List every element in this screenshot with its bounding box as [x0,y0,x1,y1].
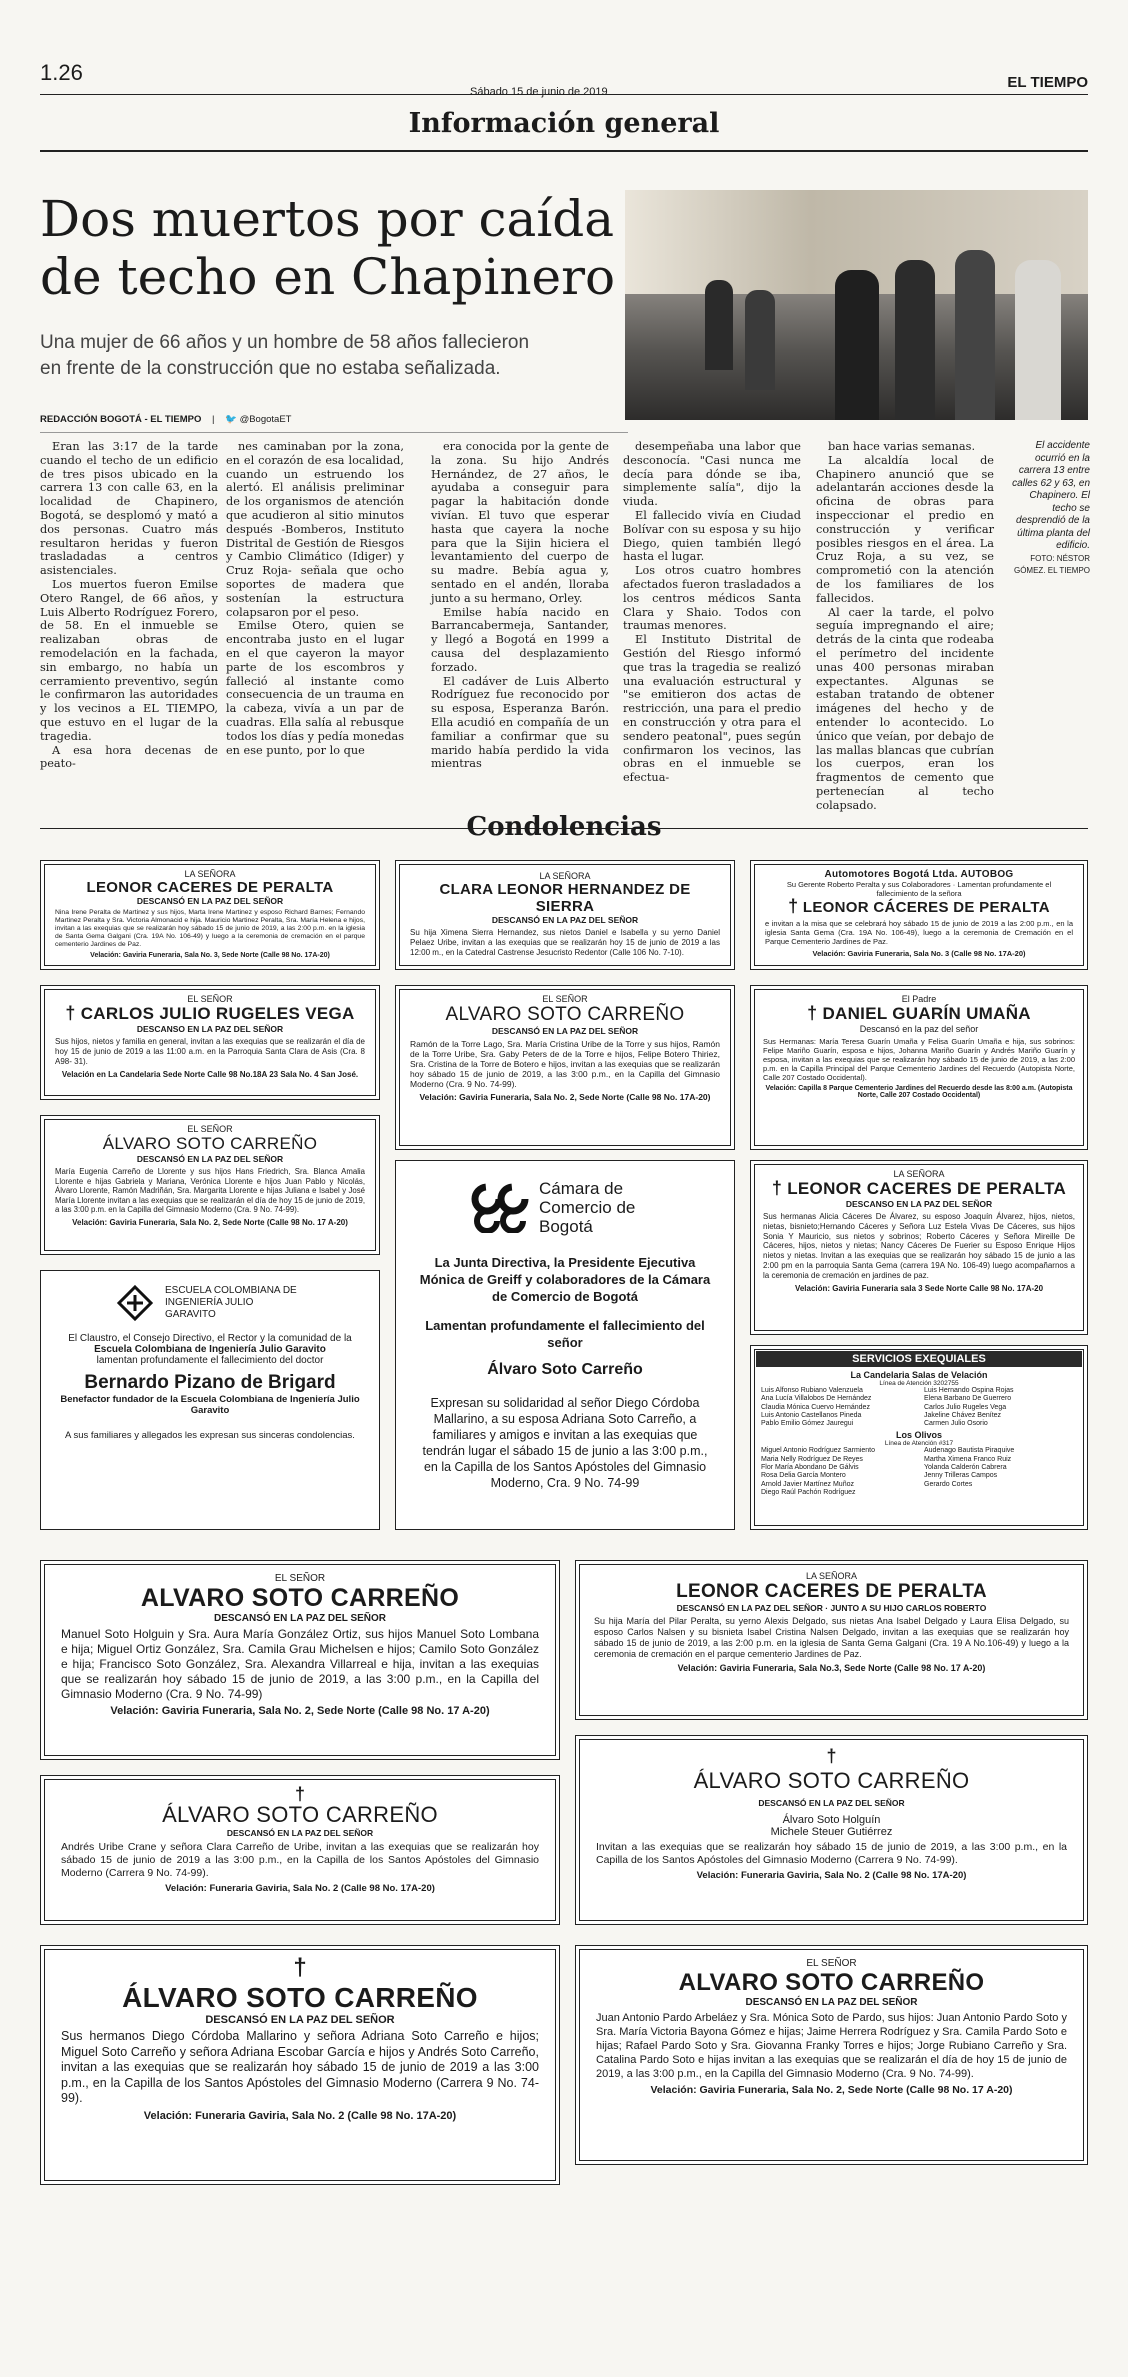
article-column-4: desempeñaba una labor que desconocía. "Casi nunca me decía para dónde se iba, simplemente salía", dijo la viuda. El fallecido vivía en Ciudad Bolívar con su esposa y su hijo Diego, quien también llegó hasta el lugar. Los otros cuatro hombres afectados fueron trasladados a los centros médicos Santa Clara y Shaio. Todos con traumas menores. El Instituto Distrital de Gestión del Riesgo informó que tras la tragedia se realizó una evaluación estructural y "se emitieron dos actas de restricción, una para el predio en construcción y otra para el sendero peatonal", pues según confirmaron los vecinos, las obras en el inmueble se efectua- [623,440,801,785]
obituary-ad: EL SEÑOR ÁLVARO SOTO CARREÑO DESCANSÓ EN LA PAZ DEL SEÑOR María Eugenia Carreño de Llorente y sus hijos Hans Friedrich, Sra. Blanca Amalia Llorente e hijas Gabriela y Mariana, Verónica Llorente e hijos Juan Pablo y Nicolás, Álvaro Llorente, Ramón Madriñán, Sra. Margarita Llorente e hijas Juliana e Isabel y José María Llorente invitan a las exequias que se realizarán el día de hoy 15 de junio de 2019, a las 3:00 p.m. en la Capilla del Gimnasio Moderno (Cra. 9 No. 74-99). Velación: Gaviria Funeraria, Sala No. 2, Sede Norte (Calle 98 No. 17 A-20) [40,1115,380,1255]
obituary-ad: EL SEÑOR ALVARO SOTO CARREÑO DESCANSÓ EN LA PAZ DEL SEÑOR Ramón de la Torre Lago, Sra. María Cristina Uribe de la Torre y sus hijos, Ramón de la Torre Uribe, Sra. Gaby Peters de de la Torre e hijos, Felipe Botero Thiriez, Sra. Cristina de la Torre de Botero e hijos, invitan a las exequias que se realizarán hoy sábado 15 de junio de 2019, a las 3:00 p.m., en la Capilla del Gimnasio Moderno (Cra. 9 No. 74-99). Velación: Gaviria Funeraria, Sala No. 2, Sede Norte (Calle 98 No. 17A-20) [395,985,735,1150]
obituary-ad: EL SEÑOR ALVARO SOTO CARREÑO DESCANSÓ EN LA PAZ DEL SEÑOR Manuel Soto Holguin y Sra. Aura María González Ortiz, sus hijos Manuel Soto Lombana e hija; Miguel Ortiz González, Sra. Camila Grau Michelsen e hijos; Camilo Soto González e hija; Francisco Soto González, Sra. Alexandra Villarreal e hija, invitan a las exequias que se realizarán hoy sábado 15 de junio de 2019, a las 3:00 p.m., en la Capilla del Gimnasio Moderno (Cra. 9 No. 74-99) Velación: Gaviria Funeraria, Sala No. 2, Sede Norte (Calle 98 No. 17 A-20) [40,1560,560,1760]
cross-icon: † [294,1784,305,1804]
byline: REDACCIÓN BOGOTÁ - EL TIEMPO | 🐦 @BogotaET [40,414,292,425]
cross-icon: † [807,1003,818,1023]
obituary-ad: LA SEÑORA LEONOR CACERES DE PERALTA DESCANSÓ EN LA PAZ DEL SEÑOR · JUNTO A SU HIJO CARLOS ROBERTO Su hija María del Pilar Peralta, su yerno Alexis Delgado, sus nietas Ana Isabel Delgado y Laura Elisa Delgado, su esposo Carlos Nalsen y su bisnieta Isabel Cristina Nalsen Delgado, invitan a las exequias que se realizarán hoy sábado 15 de junio de 2019, a las 2:00 p.m. en la iglesia de Santa Gema Galgani (Cra. 19 A No.106-49) y luego a la ceremonia de cremación en el parque cementerio Jardines de Paz. Velación: Gaviria Funeraria, Sala No.3, Sede Norte (Calle 98 No. 17 A-20) [575,1560,1088,1720]
obituary-ad: Automotores Bogotá Ltda. AUTOBOG Su Gerente Roberto Peralta y sus Colaboradores · Lamentan profundamente el fallecimiento de la señora † LEONOR CÁCERES DE PERALTA e invitan a la misa que se celebrará hoy sábado 15 de junio de 2019 a las 2:00 p.m., en la iglesia Santa Gema (Cra. 19A No. 106-49), luego a la ceremonia de Cremación en el Parque Cementerio Jardines de Paz. Velación: Gaviria Funeraria, Sala No. 3 (Calle 98 No. 17A-20) [750,860,1088,970]
headline: Dos muertos por caída de techo en Chapinero [40,190,616,306]
eci-logo: ESCUELA COLOMBIANA DE INGENIERÍA JULIO GARAVITO [57,1283,363,1323]
eci-logo-icon [115,1283,155,1323]
cross-icon: † [788,896,799,916]
obituary-ad: EL SEÑOR ALVARO SOTO CARREÑO DESCANSÓ EN LA PAZ DEL SEÑOR Juan Antonio Pardo Arbeláez y Sra. Mónica Soto de Pardo, sus hijos: Juan Antonio Pardo Soto y Sra. María Victoria Bayona Gómez e hijas; Jaime Herrera Rodríguez y Sra. Camila Pardo Soto e hijas; Rafael Pardo Soto y Sra. Giovanna Franky Torres e hijos; Jorge Rubiano Carreño y Sra. Catalina Pardo Soto e hijas invitan a las exequias que se realizarán el día de hoy 15 de junio de 2019, a las 3:00 p.m., en la Capilla del Gimnasio Moderno (Cra. 9 No. 74-99). Velación: Gaviria Funeraria, Sala No. 2, Sede Norte (Calle 98 No. 17 A-20) [575,1945,1088,2165]
photo-caption: El accidente ocurrió en la carrera 13 entre calles 62 y 63, en Chapinero. El techo se desprendió de la última planta del edificio. FOTO: NÉSTOR GÓMEZ. EL TIEMPO [1012,440,1090,575]
obituary-ad: † ÁLVARO SOTO CARREÑO DESCANSÓ EN LA PAZ DEL SEÑOR Andrés Uribe Crane y señora Clara Carreño de Uribe, invitan a las exequias que se realizarán hoy sábado 15 de junio de 2019 a las 3:00 p.m., en la Capilla de los Santos Apóstoles del Gimnasio Moderno (Carrera 9 No. 74-99). Velación: Funeraria Gaviria, Sala No. 2 (Calle 98 No. 17A-20) [40,1775,560,1925]
obituary-ad: LA SEÑORA LEONOR CACERES DE PERALTA DESCANSÓ EN LA PAZ DEL SEÑOR Nina Irene Peralta de Martinez y sus hijos, Marta Irene Martinez y esposo Richard Barnes; Fernando Martinez Peralta y Sra. Victoria Almonacid e hija. Mauricio Martinez Peralta, Sra. María Helena e hijos, invitan a las exequias que se realizarán hoy sábado 15 de junio de 2019, a las 2:00 p.m. en la iglesia de Santa Gema Galgani (Cra. 19A No. 106-49) y luego a la ceremonia de cremación en el parque cementerio Jardines de Paz. Velación: Gaviria Funeraria, Sala No. 3, Sede Norte (Calle 98 No. 17A-20) [40,860,380,970]
deck: Una mujer de 66 años y un hombre de 58 años fallecieron en frente de la construcción que no estaba señalizada. [40,332,530,379]
page-number: 1.26 [40,60,83,85]
obituary-ad: † ÁLVARO SOTO CARREÑO DESCANSÓ EN LA PAZ DEL SEÑOR Sus hermanos Diego Córdoba Mallarino y señora Adriana Soto Carreño e hijos; Miguel Soto Carreño y señora Adriana Escobar García e hijos y Andrés Soto Carreño, invitan a las exequias que se realizarán hoy sábado 15 de junio de 2019 a las 3:00 p.m., en la Capilla de los Santos Apóstoles del Gimnasio Moderno (Carrera 9 No. 74-99). Velación: Funeraria Gaviria, Sala No. 2 (Calle 98 No. 17A-20) [40,1945,560,2185]
eci-condolence-ad: ESCUELA COLOMBIANA DE INGENIERÍA JULIO GARAVITO El Claustro, el Consejo Directivo, el Rector y la comunidad de la Escuela Colombiana de Ingeniería Julio Garavito lamentan profundamente el fallecimiento del doctor Bernardo Pizano de Brigard Benefactor fundador de la Escuela Colombiana de Ingeniería Julio Garavito A sus familiares y allegados les expresan sus sinceras condolencias. [40,1270,380,1530]
brand-logo: EL TIEMPO [1007,74,1088,91]
photo-credit: FOTO: NÉSTOR GÓMEZ. EL TIEMPO [1013,553,1090,575]
cross-icon: † [65,1003,76,1023]
obituary-ad: † ÁLVARO SOTO CARREÑO DESCANSÓ EN LA PAZ DEL SEÑOR Álvaro Soto Holguín Michele Steuer Gutiérrez Invitan a las exequias que se realizarán hoy sábado 15 de junio de 2019, a las 3:00 p.m., en la Capilla de los Santos Apóstoles del Gimnasio Moderno (Carrera 9 No. 74-99). Velación: Funeraria Gaviria, Sala No. 2 (Calle 98 No. 17A-20) [575,1735,1088,1925]
ccb-logo: Cámara de Comercio de Bogotá [418,1179,712,1236]
obituary-ad: El Padre † DANIEL GUARÍN UMAÑA Descansó en la paz del señor Sus Hermanas: María Teresa Guarín Umaña y Felisa Guarín Umaña e hija, sus sobrinos: Felipe Mariño Guarín, esposa e hijos, Johanna Mariño Guarín y Andrés Mariño Guarín y esposa, invitan a las exequias que se realizarán hoy sábado 15 de junio de 2019, a las 2:00 p.m. en la Capilla Principal del Parque Cementerio Jardines del Recuerdo (Autopista Norte, Calle 207 Costado Occidental). Velación: Capilla 8 Parque Cementerio Jardines del Recuerdo desde las 8:00 a.m. (Autopista Norte, Calle 207 Costado Occidental) [750,985,1088,1150]
condolences-title: Condolencias [466,812,662,842]
cross-icon: † [826,1746,837,1766]
servicios-list-left: Luis Alfonso Rubiano Valenzuela Ana Lucía Villalobos De Hernández Claudia Mónica Cuervo Hernández Luis Antonio Castellanos Pineda Pablo Emilio Gómez Jauregui [761,1387,872,1428]
obituary-ad: LA SEÑORA † LEONOR CACERES DE PERALTA DESCANSO EN LA PAZ DEL SEÑOR Sus hermanas Alicia Cáceres De Álvarez, su esposo Joaquín Álvarez, hijos, nietos, nietas, bisnieto;Hernando Cáceres y Señora Luz Estela Vivas De Cáceres, sus hijos Sonia Y Mauricio, sus nietos y sobrinos; Roberto Cáceres y Señora Mireille De Cáceres, hijos, nietos y nietas; Nancy Cáceres De Fuerier su Esposo Enrique Hijos nietos y nietas. Invitan a las exequias que se realizarán hoy sábado 15 de junio a las 2:00 pm en la parroquia Santa Gema (carrera 19A No. 106-49) luego acompañarnos a la ceremonia de cremación en jardines de paz. Velación: Gaviria Funeraria sala 3 Sede Norte Calle 98 No. 17A-20 [750,1160,1088,1335]
servicios-list-right: Audenago Bautista Piraquive Martha Ximena Franco Ruiz Yolanda Calderón Cabrera Jenny Trilleras Campos Gerardo Cortes [924,1447,1015,1488]
ccb-logo-icon [471,1183,531,1233]
cross-icon: † [293,1954,307,1981]
news-photo [625,190,1088,420]
article-column-2: nes caminaban por la zona, en el corazón de esa localidad, cuando un estruendo los alertó. El análisis preliminar de los organismos de atención que acudieron al sitio minutos después -Bomberos, Instituto Distrital de Gestión de Riesgos y Cambio Climático (Idiger) y Cruz Roja- señala que ocho soportes de madera que sostenían la estructura colapsaron por el peso. Emilse Otero, quien se encontraba justo en el lugar en el que cayeron la mayor parte de los escombros y falleció al instante como consecuencia de un trauma en la cabeza, vivía a un par de cuadras. Ella salía al rebusque todos los días y pedía monedas en ese punto, por lo que [226,440,404,757]
ccb-condolence-ad: Cámara de Comercio de Bogotá La Junta Directiva, la Presidente Ejecutiva Mónica de Greiff y colaboradores de la Cámara de Comercio de Bogotá Lamentan profundamente el fallecimiento del señor Álvaro Soto Carreño Expresan su solidaridad al señor Diego Córdoba Mallarino, a su esposa Adriana Soto Carreño, a familiares y amigos e invitan a las exequias que tendrán lugar el sábado 15 de junio a las 3:00 p.m., en la Capilla de los Santos Apóstoles del Gimnasio Moderno, Cra. 9 No. 74-99 [395,1160,735,1530]
section-title: Información general [408,108,720,139]
servicios-list-left: Miguel Antonio Rodríguez Sarmiento Maria Nelly Rodríguez De Reyes Flor María Abondano De Gálvis Rosa Delia García Montero Arnold Javier Martínez Muñoz Diego Raúl Pachón Rodríguez [761,1447,876,1496]
obituary-ad: LA SEÑORA CLARA LEONOR HERNANDEZ DE SIERRA DESCANSÓ EN LA PAZ DEL SEÑOR Su hija Ximena Sierra Hernandez, sus nietos Daniel e Isabella y su yerno Daniel Pelaez Uribe, invitan a las exequias que se realizarán hoy 15 de junio de 2019 a las 12:00 m., en la Catedral Castrense Jesucristo Redentor (Calle 106 No. 7-10). [395,860,735,970]
cross-icon: † [771,1178,783,1198]
twitter-icon: 🐦 [225,414,237,425]
article-column-5: ban hace varias semanas. La alcaldía local de Chapinero anunció que se adelantarán acciones desde la oficina de obras para inspeccionar el predio en construcción y verificar posibles riesgos en el área. La Cruz Roja, a su vez, se comprometió con la atención de los familiares de los fallecidos. Al caer la tarde, el polvo seguía impregnando el aire; detrás de la cinta que rodeaba el perímetro del incidente unas 400 personas miraban expectantes. Algunas se estaban tratando de obtener imágenes del hecho y de entender lo acontecido. Lo único que veían, por debajo de las mallas blancas que cubrían los cuerpos, eran los fragmentos de cemento que pertenecían al techo colapsado. [816,440,994,812]
article-column-3: era conocida por la gente de la zona. Su hijo Andrés Hernández, de 27 años, le ayudaba a conseguir para pagar la habitación donde vivían. El tuvo que esperar hasta que cayera la noche para que la Sijin hiciera el levantamiento del cuerpo de su madre. Bebía agua y, sentado en el andén, lloraba junto a su hermano, Orley. Emilse había nacido en Barrancabermeja, Santander, y llegó a Bogotá en 1999 a causa del desplazamiento forzado. El cadáver de Luis Alberto Rodríguez fue reconocido por su esposa, Esperanza Barón. Ella acudió en compañía de un familiar a confirmar que su marido había perdido la vida mientras [431,440,609,771]
obituary-ad: EL SEÑOR † CARLOS JULIO RUGELES VEGA DESCANSO EN LA PAZ DEL SEÑOR Sus hijos, nietos y familia en general, invitan a las exequias que se realizarán el día de hoy 15 de junio de 2019 a las 11:00 a.m. en la Parroquia Santa Clara de Asis (Cra. 8 A98- 31). Velación en La Candelaria Sede Norte Calle 98 No.18A 23 Sala No. 4 San José. [40,985,380,1100]
article-column-1: Eran las 3:17 de la tarde cuando el techo de un edificio de tres pisos ubicado en la carrera 13 con calle 63, en la localidad de Chapinero, Bogotá, se desplomó y mató a dos personas. Cuatro más resultaron heridas y fueron trasladadas a centros asistenciales. Los muertos fueron Emilse Otero Rangel, de 66 años, y Luis Alberto Rodríguez Forero, de 58. En el inmueble se realizaban obras de remodelación en la fachada, sin embargo, no había un cerramiento preventivo, según le confirmaron las autoridades y los vecinos a EL TIEMPO, que estuvo en el lugar de la tragedia. A esa hora decenas de peato- [40,440,218,771]
servicios-exequiales-ad: SERVICIOS EXEQUIALES La Candelaria Salas de Velación Línea de Atención 3202755 Luis Alfonso Rubiano Valenzuela Ana Lucía Villalobos De Hernández Claudia Mónica Cuervo Hernández Luis Antonio Castellanos Pineda Pablo Emilio Gómez Jauregui Luis Hernando Ospina Rojas Elena Barbano De Guerrero Carlos Julio Rugeles Vega Jakeline Chávez Benítez Carmen Julio Osorio Los Olivos Línea de Atención #317 Miguel Antonio Rodríguez Sarmiento Maria Nelly Rodríguez De Reyes Flor María Abondano De Gálvis Rosa Delia García Montero Arnold Javier Martínez Muñoz Diego Raúl Pachón Rodríguez Audenago Bautista Piraquive Martha Ximena Franco Ruiz Yolanda Calderón Cabrera Jenny Trilleras Campos Gerardo Cortes [750,1345,1088,1530]
servicios-list-right: Luis Hernando Ospina Rojas Elena Barbano De Guerrero Carlos Julio Rugeles Vega Jakeline Chávez Benítez Carmen Julio Osorio [924,1387,1014,1428]
page-date: Sábado 15 de junio de 2019 [470,86,608,98]
